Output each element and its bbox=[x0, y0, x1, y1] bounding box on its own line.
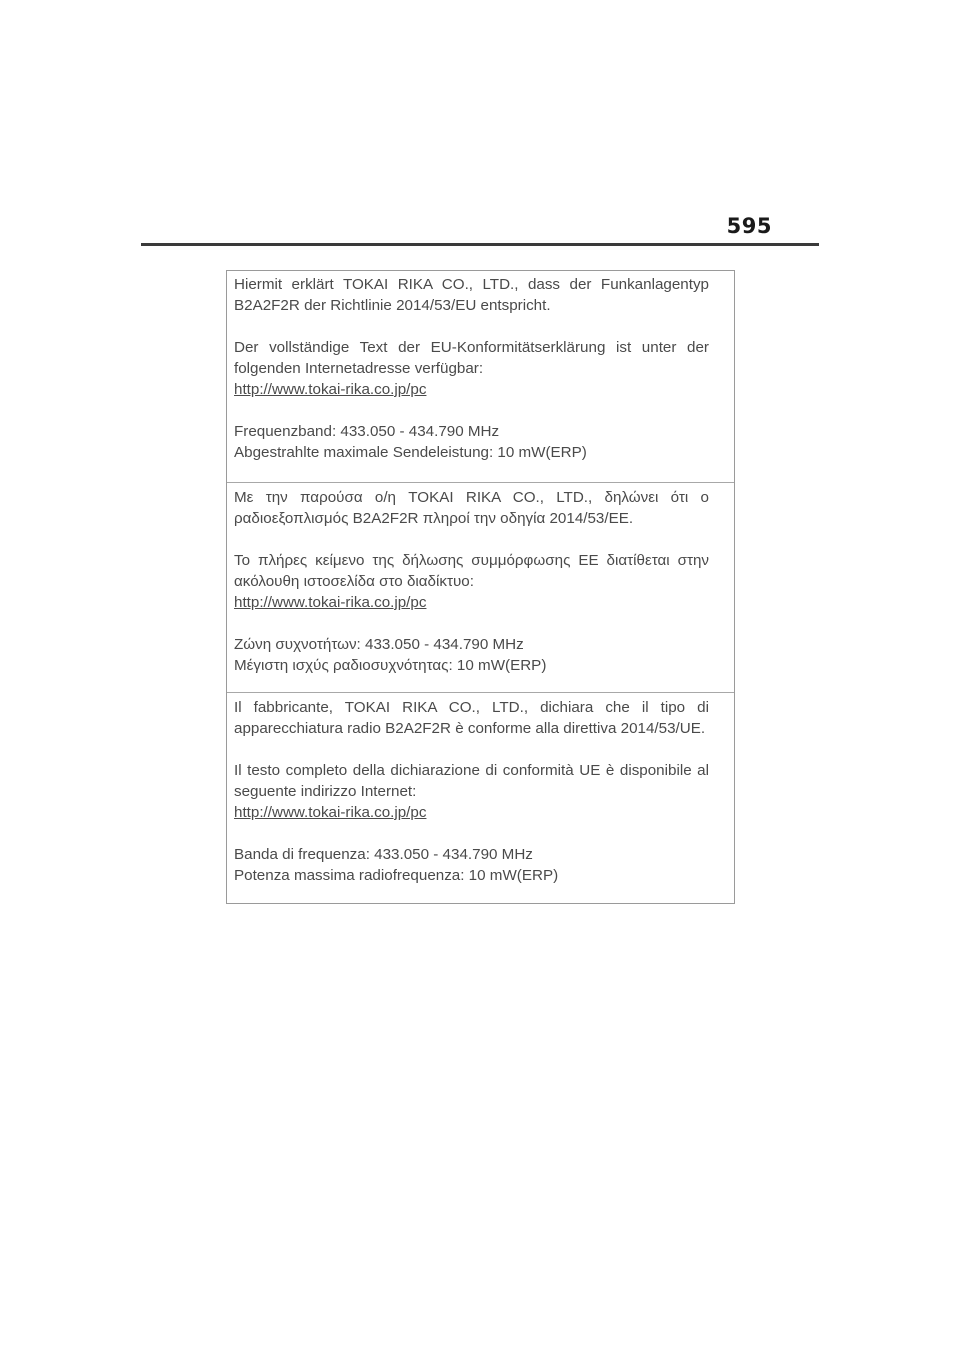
german-statement-paragraph bbox=[234, 274, 709, 316]
header-rule bbox=[141, 243, 819, 246]
german-max-power: Abgestrahlte maximale Sendeleistung: 10 mW(ERP) bbox=[234, 444, 587, 461]
italian-statement-paragraph bbox=[234, 697, 709, 739]
italian-frequency-band: Banda di frequenza: 433.050 - 434.790 MHz bbox=[234, 846, 533, 863]
german-declaration-section bbox=[227, 271, 734, 482]
greek-statement-line-2: ραδιοεξοπλισμός B2A2F2R πληροί την οδηγία 2014/53/ΕΕ. bbox=[234, 510, 634, 527]
italian-statement-line-1: Il fabbricante, TOKAI RIKA CO., LTD., dichiara che il tipo di bbox=[234, 699, 709, 716]
declaration-of-conformity-box bbox=[226, 270, 735, 904]
german-declaration-url-link[interactable]: http://www.tokai-rika.co.jp/pc bbox=[234, 381, 427, 398]
greek-max-power: Μέγιστη ισχύς ραδιοσυχνότητας: 10 mW(ERP) bbox=[234, 657, 547, 674]
greek-statement-paragraph bbox=[234, 487, 709, 529]
greek-frequency-band: Ζώνη συχνοτήτων: 433.050 - 434.790 MHz bbox=[234, 636, 524, 653]
greek-declaration-section bbox=[227, 482, 734, 692]
greek-specs-paragraph bbox=[234, 634, 709, 676]
greek-fulltext-line-1: Το πλήρες κείμενο της δήλωσης συμμόρφωσης ΕΕ διατίθεται στην bbox=[234, 552, 709, 569]
italian-fulltext-paragraph bbox=[234, 760, 709, 823]
greek-declaration-url-link[interactable]: http://www.tokai-rika.co.jp/pc bbox=[234, 594, 427, 611]
italian-declaration-section bbox=[227, 692, 734, 903]
german-frequency-band: Frequenzband: 433.050 - 434.790 MHz bbox=[234, 423, 500, 440]
german-fulltext-line-1: Der vollständige Text der EU-Konformitätserklärung ist unter der bbox=[234, 339, 709, 356]
page-number: 595 bbox=[726, 214, 772, 238]
greek-fulltext-line-2: ακόλουθη ιστοσελίδα στο διαδίκτυο: bbox=[234, 573, 474, 590]
italian-specs-paragraph bbox=[234, 844, 709, 886]
italian-declaration-url-link[interactable]: http://www.tokai-rika.co.jp/pc bbox=[234, 804, 427, 821]
german-specs-paragraph bbox=[234, 421, 709, 463]
greek-statement-line-1: Με την παρούσα ο/η TOKAI RIKA CO., LTD., δηλώνει ότι ο bbox=[234, 489, 709, 506]
german-fulltext-line-2: folgenden Internetadresse verfügbar: bbox=[234, 360, 484, 377]
italian-fulltext-line-1: Il testo completo della dichiarazione di conformità UE è disponibile al bbox=[234, 762, 709, 779]
italian-statement-line-2: apparecchiatura radio B2A2F2R è conforme alla direttiva 2014/53/UE. bbox=[234, 720, 706, 737]
italian-max-power: Potenza massima radiofrequenza: 10 mW(ERP) bbox=[234, 867, 559, 884]
greek-fulltext-paragraph bbox=[234, 550, 709, 613]
german-statement-line-2: B2A2F2R der Richtlinie 2014/53/EU entspricht. bbox=[234, 297, 551, 314]
german-fulltext-paragraph bbox=[234, 337, 709, 400]
german-statement-line-1: Hiermit erklärt TOKAI RIKA CO., LTD., dass der Funkanlagentyp bbox=[234, 276, 709, 293]
italian-fulltext-line-2: seguente indirizzo Internet: bbox=[234, 783, 417, 800]
